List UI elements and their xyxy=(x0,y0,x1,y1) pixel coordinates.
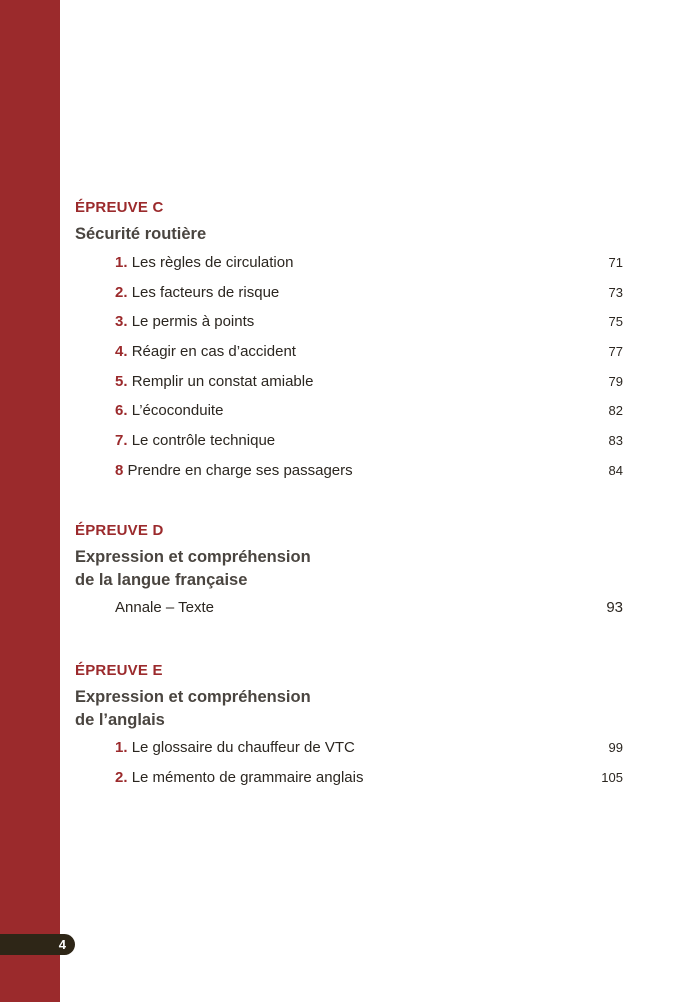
section-epreuve-e xyxy=(75,662,623,798)
entry-list xyxy=(75,254,623,492)
toc-entry[interactable] xyxy=(75,739,623,769)
entry-page: 93 xyxy=(606,599,623,616)
section-title xyxy=(75,546,623,592)
sidebar-band xyxy=(0,0,60,1002)
entry-page: 105 xyxy=(601,769,623,785)
entry-number: 2. xyxy=(115,768,128,786)
section-title-line: de l’anglais xyxy=(75,711,165,729)
page-number: 4 xyxy=(58,937,66,952)
entry-number: 4. xyxy=(115,343,128,361)
entry-number: 3. xyxy=(115,313,128,331)
entry-title: Prendre en charge ses passagers xyxy=(127,461,353,479)
section-epreuve-c xyxy=(75,199,623,492)
entry-number: 8 xyxy=(115,461,124,479)
toc-entry[interactable] xyxy=(75,373,623,403)
toc-entry[interactable] xyxy=(75,769,623,799)
entry-page: 83 xyxy=(608,433,623,449)
section-title-line: Expression et compréhension xyxy=(75,548,311,566)
entry-number: 1. xyxy=(115,739,128,756)
entry-number: 1. xyxy=(115,254,128,271)
section-title-line: Sécurité routière xyxy=(75,225,207,243)
entry-page: 99 xyxy=(608,740,623,755)
entry-list xyxy=(75,599,623,629)
page-number-tab xyxy=(0,934,75,955)
entry-page: 71 xyxy=(608,255,623,270)
entry-title: Le contrôle technique xyxy=(131,432,276,450)
entry-title: Les règles de circulation xyxy=(131,254,294,271)
toc-entry[interactable] xyxy=(75,599,623,629)
entry-title: Annale – Texte xyxy=(115,599,214,616)
entry-title: L’écoconduite xyxy=(131,402,224,420)
entry-number: 2. xyxy=(115,283,128,301)
entry-list xyxy=(75,739,623,798)
entry-page: 84 xyxy=(608,462,623,478)
section-title-line: Expression et compréhension xyxy=(75,688,311,706)
section-label: ÉPREUVE C xyxy=(75,199,164,216)
entry-title: Le glossaire du chauffeur de VTC xyxy=(131,739,355,756)
toc-entry[interactable] xyxy=(75,284,623,314)
entry-page: 79 xyxy=(608,373,623,389)
entry-number: 5. xyxy=(115,372,128,390)
entry-page: 75 xyxy=(608,314,623,330)
toc-entry[interactable] xyxy=(75,343,623,373)
toc-entry[interactable] xyxy=(75,254,623,284)
entry-number: 6. xyxy=(115,402,128,420)
entry-page: 82 xyxy=(608,403,623,419)
toc-entry[interactable] xyxy=(75,462,623,492)
section-title xyxy=(75,223,623,246)
section-label: ÉPREUVE D xyxy=(75,522,164,539)
entry-title: Remplir un constat amiable xyxy=(131,372,314,390)
section-title-line: de la langue française xyxy=(75,571,248,589)
toc-entry[interactable] xyxy=(75,432,623,462)
section-label: ÉPREUVE E xyxy=(75,662,163,679)
entry-page: 77 xyxy=(608,344,623,360)
entry-title: Le permis à points xyxy=(131,313,255,331)
entry-page: 73 xyxy=(608,284,623,300)
toc-entry[interactable] xyxy=(75,402,623,432)
toc-entry[interactable] xyxy=(75,313,623,343)
entry-number: 7. xyxy=(115,432,128,450)
entry-title: Réagir en cas d’accident xyxy=(131,343,296,361)
entry-title: Le mémento de grammaire anglais xyxy=(131,768,364,786)
section-title xyxy=(75,686,623,732)
section-epreuve-d xyxy=(75,522,623,629)
entry-title: Les facteurs de risque xyxy=(131,283,280,301)
